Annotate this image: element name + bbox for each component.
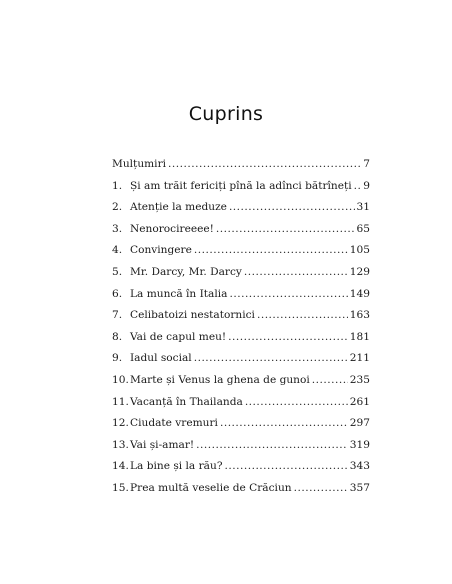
toc-entry-page-number: 261 [349,395,370,408]
toc-entry-page-number: 7 [363,158,370,170]
toc-entry [112,288,370,310]
toc-entry [112,158,370,180]
toc-entry [112,374,370,396]
dot-leader [229,288,347,300]
toc-entry-page-number: 181 [349,330,370,343]
toc-entry-number: 12. [112,417,129,430]
toc-entry-title: Vai de capul meu! [130,330,227,343]
toc-entry-number: 9. [112,352,123,365]
toc-entry [112,223,370,245]
dot-leader [216,223,355,235]
toc-entry-number: 15. [112,481,129,494]
toc-entry-title: Iadul social [130,352,192,365]
toc-entry-number: 7. [112,309,123,322]
toc-entry [112,331,370,353]
dot-leader [228,331,348,343]
dot-leader [196,439,348,451]
toc-entry-number: 2. [112,201,123,214]
toc-entry [112,266,370,288]
toc-entry [112,460,370,482]
toc-entry [112,309,370,331]
toc-entry-title: Celibatoizi nestatornici [130,309,255,322]
dot-leader [194,244,348,256]
dot-leader [257,309,348,321]
toc-entry-page-number: 65 [356,222,370,235]
toc-entry-title: La muncă în Italia [130,287,228,300]
toc-entry-title: Vacanță în Thailanda [130,395,243,408]
toc-entry-page-number: 9 [363,179,370,192]
dot-leader [220,417,348,429]
toc-entry-title: La bine și la rău? [130,460,223,473]
toc-entry-number: 1. [112,179,123,192]
toc-entry-number: 11. [112,395,129,408]
toc-entry-title: Marte și Venus la ghena de gunoi [130,373,310,386]
toc-entry-page-number: 235 [349,373,370,386]
dot-leader [354,180,362,192]
toc-entry-title: Ciudate vremuri [130,417,218,430]
toc-entry [112,180,370,202]
dot-leader [229,201,355,213]
toc-entry [112,244,370,266]
toc-entry-number: 4. [112,244,123,257]
toc-entry-number: 6. [112,287,123,300]
toc-entry-number: 8. [112,330,123,343]
toc-entry-title: Prea multă veselie de Crăciun [130,481,292,494]
toc-entry-page-number: 319 [349,438,370,451]
toc-entry-title: Mr. Darcy, Mr. Darcy [130,265,242,278]
toc-entry-title: Convingere [130,244,192,257]
toc-entry-title: Și am trăit fericiți pînă la adînci bătrîneți [130,179,352,192]
toc-entry [112,482,370,504]
toc-entry-page-number: 31 [356,201,370,214]
toc-entry [112,396,370,418]
toc-entry-page-number: 105 [349,244,370,257]
toc-entry-title: Atenție la meduze [130,201,227,214]
dot-leader [225,460,348,472]
toc-entry-title: Nenorocireeee! [130,222,214,235]
toc-entry-page-number: 149 [349,287,370,300]
toc-entry-page-number: 357 [349,481,370,494]
dot-leader [194,352,348,364]
toc-entry [112,352,370,374]
toc-entry-page-number: 163 [349,309,370,322]
dot-leader [312,374,348,386]
dot-leader [294,482,348,494]
toc-entry-title: Vai și-amar! [130,438,195,451]
toc-entry-page-number: 211 [349,352,370,365]
toc-entry-page-number: 343 [349,460,370,473]
table-of-contents [112,158,370,504]
toc-entry-number: 10. [112,373,129,386]
toc-entry-title: Mulțumiri [112,158,167,170]
toc-entry-page-number: 297 [349,417,370,430]
toc-entry-number: 5. [112,265,123,278]
toc-entry [112,439,370,461]
toc-entry [112,417,370,439]
dot-leader [245,396,348,408]
page-title: Cuprins [188,103,264,125]
toc-entry [112,201,370,223]
dot-leader [244,266,348,278]
dot-leader [168,158,361,170]
toc-entry-page-number: 129 [349,265,370,278]
toc-entry-number: 3. [112,222,123,235]
toc-entry-number: 13. [112,438,129,451]
toc-entry-number: 14. [112,460,129,473]
